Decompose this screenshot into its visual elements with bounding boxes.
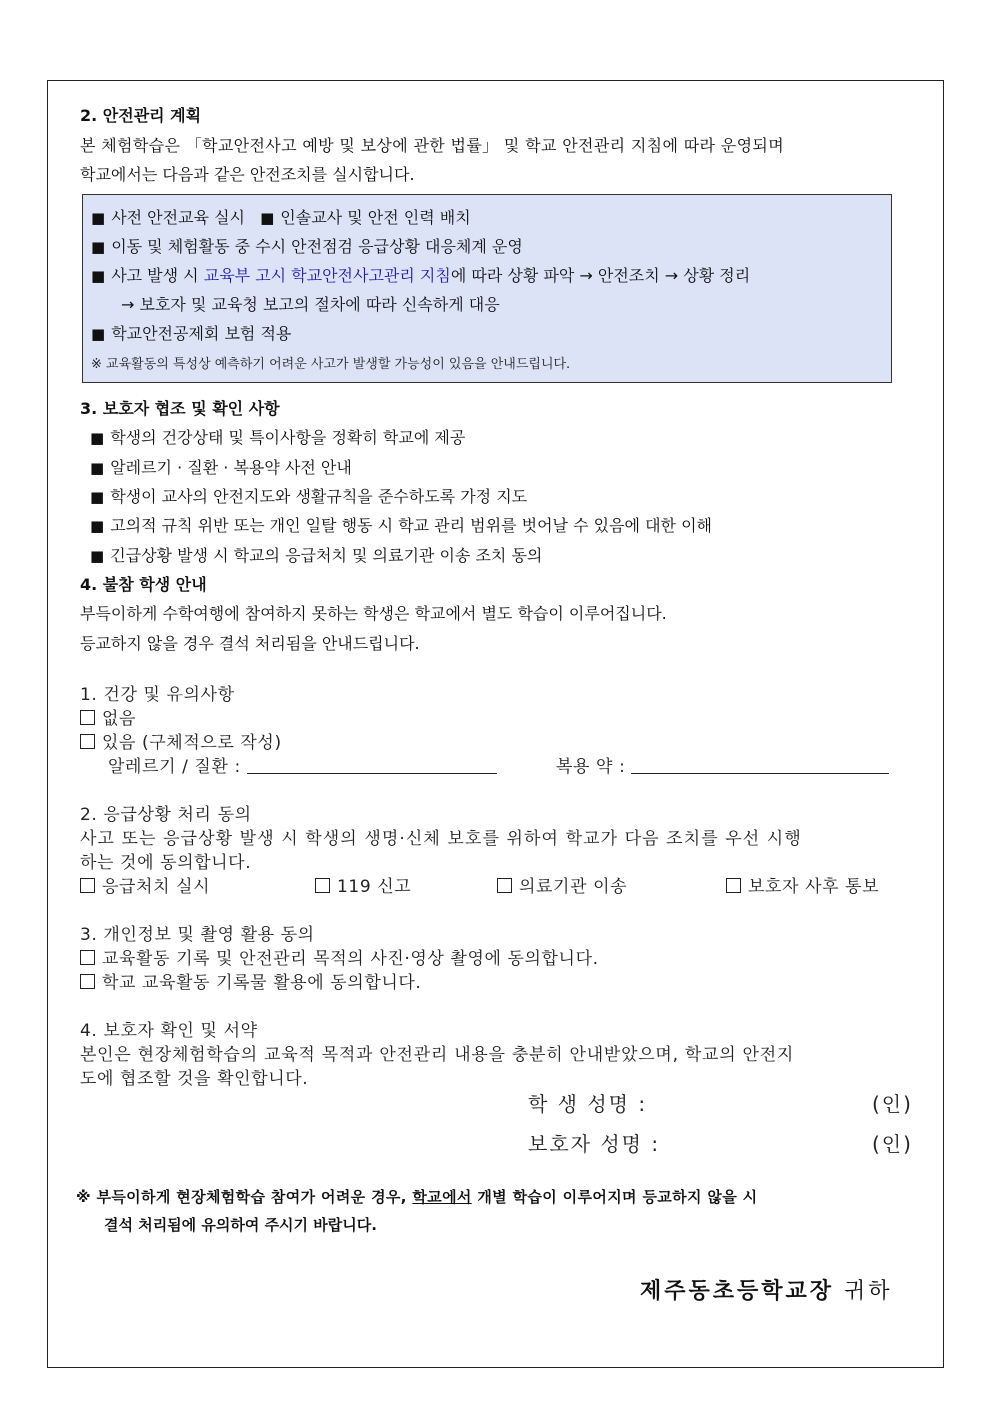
guardian-item-1	[90, 425, 465, 448]
medication-label: 복용 약 :	[556, 757, 626, 777]
box-item-inspection: 이동 및 체험활동 중 수시 안전점검 응급상황 대응체계 운영	[111, 237, 523, 256]
q1-option-yes[interactable]	[80, 728, 282, 753]
guardian-name-label: 보호자 성명 :	[528, 1132, 661, 1156]
guardian-item-3	[90, 484, 527, 507]
square-bullet-icon: ■	[91, 209, 106, 227]
guardian-item-text: 학생의 건강상태 및 특이사항을 정확히 학교에 제공	[110, 428, 466, 447]
allergy-blank[interactable]	[247, 759, 497, 774]
guardian-item-5	[90, 543, 542, 566]
box-line-2	[91, 234, 523, 257]
student-name-label: 학 생 성명 :	[528, 1092, 648, 1116]
q2-opt-transfer[interactable]	[497, 872, 627, 897]
guardian-item-text: 학생이 교사의 안전지도와 생활규칙을 준수하도록 가정 지도	[110, 487, 528, 506]
warning-underline: 학교에서	[412, 1188, 472, 1206]
q2-opt-label: 보호자 사후 통보	[748, 877, 880, 897]
section-2-intro-2: 학교에서는 다음과 같은 안전조치를 실시합니다.	[80, 165, 415, 184]
q2-opt-notify[interactable]	[726, 872, 879, 897]
box-note: ※ 교육활동의 특성상 예측하기 어려운 사고가 발생할 가능성이 있음을 안내드립니다.	[91, 357, 571, 372]
guardian-seal[interactable]: (인)	[872, 1132, 913, 1156]
q4-text-2: 도에 협조할 것을 확인합니다.	[80, 1069, 309, 1089]
checkbox-icon[interactable]	[80, 974, 95, 989]
q1-option-yes-label: 있음 (구체적으로 작성)	[102, 733, 282, 753]
q4-title: 4. 보호자 확인 및 서약	[80, 1021, 258, 1041]
q1-option-none-label: 없음	[102, 709, 137, 729]
guideline-highlight: 교육부 고시 학교안전사고관리 지침	[203, 266, 451, 285]
section-3-title: 3. 보호자 협조 및 확인 사항	[80, 399, 280, 418]
box-line-3	[91, 263, 750, 286]
q3-option-1-label: 교육활동 기록 및 안전관리 목적의 사진·영상 촬영에 동의합니다.	[102, 949, 599, 969]
checkbox-icon[interactable]	[80, 734, 95, 749]
absence-warning-2: 결석 처리됨에 유의하여 주시기 바랍니다.	[104, 1216, 377, 1234]
square-bullet-icon: ■	[90, 488, 105, 506]
q2-opt-label: 응급처치 실시	[102, 877, 211, 897]
guardian-item-text: 고의적 규칙 위반 또는 개인 일탈 행동 시 학교 관리 범위를 벗어날 수 있음에 대한 이해	[110, 516, 712, 535]
addressee	[640, 1274, 893, 1305]
q1-title: 1. 건강 및 유의사항	[80, 685, 235, 705]
warning-text-b: 개별 학습이 이루어지며 등교하지 않을 시	[471, 1188, 758, 1206]
section-2-title: 2. 안전관리 계획	[80, 106, 202, 125]
checkbox-icon[interactable]	[80, 710, 95, 725]
absence-line-1: 부득이하게 수학여행에 참여하지 못하는 학생은 학교에서 별도 학습이 이루어집니다.	[80, 604, 667, 623]
box-item-insurance: 학교안전공제회 보험 적용	[111, 324, 292, 343]
guardian-item-text: 긴급상황 발생 시 학교의 응급처치 및 의료기관 이송 조치 동의	[110, 546, 543, 565]
square-bullet-icon: ■	[90, 517, 105, 535]
student-seal[interactable]: (인)	[872, 1092, 913, 1116]
box-line-1	[91, 205, 471, 228]
q2-text-2: 하는 것에 동의합니다.	[80, 853, 252, 873]
q3-option-1[interactable]	[80, 944, 599, 969]
box-item-pre-education: 사전 안전교육 실시	[111, 208, 246, 227]
allergy-field[interactable]	[108, 752, 497, 777]
q3-option-2-label: 학교 교육활동 기록물 활용에 동의합니다.	[102, 973, 422, 993]
q2-opt-label: 119 신고	[337, 877, 412, 897]
guardian-item-text: 알레르기 · 질환 · 복용약 사전 안내	[110, 458, 352, 477]
q2-opt-119[interactable]	[315, 872, 411, 897]
box-item-accident-post: 에 따라 상황 파악 → 안전조치 → 상황 정리	[450, 266, 751, 285]
allergy-label: 알레르기 / 질환 :	[108, 757, 241, 777]
q2-title: 2. 응급상황 처리 동의	[80, 805, 252, 825]
safety-measures-box	[82, 194, 892, 383]
square-bullet-icon: ■	[90, 429, 105, 447]
q2-opt-first-aid[interactable]	[80, 872, 210, 897]
q2-opt-label: 의료기관 이송	[519, 877, 628, 897]
medication-blank[interactable]	[631, 759, 889, 774]
box-line-4: → 보호자 및 교육청 보고의 절차에 따라 신속하게 대응	[121, 295, 500, 314]
checkbox-icon[interactable]	[497, 878, 512, 893]
square-bullet-icon: ■	[260, 209, 275, 227]
checkbox-icon[interactable]	[315, 878, 330, 893]
checkbox-icon[interactable]	[726, 878, 741, 893]
medication-field[interactable]	[556, 752, 889, 777]
absence-line-2: 등교하지 않을 경우 결석 처리됨을 안내드립니다.	[80, 634, 420, 653]
square-bullet-icon: ■	[90, 459, 105, 477]
q1-option-none[interactable]	[80, 704, 136, 729]
square-bullet-icon: ■	[91, 325, 106, 343]
guardian-item-2	[90, 455, 352, 478]
q3-title: 3. 개인정보 및 촬영 활용 동의	[80, 925, 315, 945]
checkbox-icon[interactable]	[80, 950, 95, 965]
square-bullet-icon: ■	[91, 267, 106, 285]
square-bullet-icon: ■	[90, 547, 105, 565]
absence-warning-1	[76, 1186, 757, 1207]
q3-option-2[interactable]	[80, 968, 421, 993]
honorific: 귀하	[834, 1279, 893, 1304]
square-bullet-icon: ■	[91, 238, 106, 256]
q2-text-1: 사고 또는 응급상황 발생 시 학생의 생명·신체 보호를 위하여 학교가 다음 조치를 우선 시행	[80, 829, 802, 849]
section-4-title: 4. 불참 학생 안내	[80, 575, 207, 594]
guardian-item-4	[90, 513, 712, 536]
checkbox-icon[interactable]	[80, 878, 95, 893]
warning-text-a: ※ 부득이하게 현장체험학습 참여가 어려운 경우,	[76, 1188, 413, 1206]
box-line-5	[91, 321, 291, 344]
q4-text-1: 본인은 현장체험학습의 교육적 목적과 안전관리 내용을 충분히 안내받았으며, 학교의 안전지	[80, 1045, 795, 1065]
box-item-accident-pre: 사고 발생 시	[111, 266, 204, 285]
box-item-staff: 인솔교사 및 안전 인력 배치	[280, 208, 471, 227]
school-name: 제주동초등학교장	[640, 1279, 835, 1304]
section-2-intro-1: 본 체험학습은 「학교안전사고 예방 및 보상에 관한 법률」 및 학교 안전관리 지침에 따라 운영되며	[80, 136, 784, 155]
